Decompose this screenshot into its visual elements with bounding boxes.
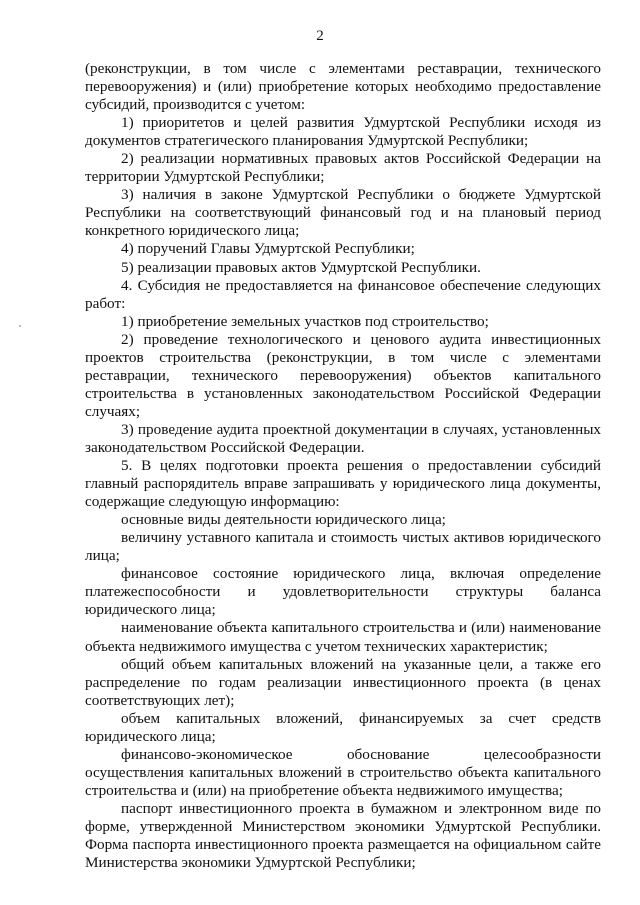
paragraph: 4) поручений Главы Удмуртской Республики; xyxy=(121,240,415,258)
paragraph: 2) проведение технологического и ценового аудита инвестиционных проектов строительства (реконструкции, в том числе с элементами реставрации, технического перевооружения) объектов капитального строительства в установленных законодательством Российской Федерации случаях; xyxy=(85,330,601,420)
paragraph: паспорт инвестиционного проекта в бумажном и электронном виде по форме, утвержденной Министерством экономики Удмуртской Республики. Форма паспорта инвестиционного проекта размещается на официальном сайте Министерства экономики Удмуртской Республики; xyxy=(85,799,601,872)
paragraph: 1) приоритетов и целей развития Удмуртской Республики исходя из документов стратегического планирования Удмуртской Республики; xyxy=(85,114,601,150)
paragraph: наименование объекта капитального строительства и (или) наименование объекта недвижимого имущества с учетом технических характеристик; xyxy=(85,619,601,655)
paragraph: величину уставного капитала и стоимость чистых активов юридического лица; xyxy=(85,529,601,565)
paragraph: 2) реализации нормативных правовых актов Российской Федерации на территории Удмуртской Республики; xyxy=(85,150,601,186)
paragraph: 4. Субсидия не предоставляется на финансовое обеспечение следующих работ: xyxy=(85,276,601,312)
paragraph: финансовое состояние юридического лица, включая определение платежеспособности и удовлетворительности структуры баланса юридического лица; xyxy=(85,565,601,619)
margin-speck xyxy=(19,325,21,327)
paragraph: основные виды деятельности юридического лица; xyxy=(121,511,446,529)
page-number: 2 xyxy=(316,28,324,44)
paragraph: 5) реализации правовых актов Удмуртской Республики. xyxy=(121,258,481,276)
paragraph: (реконструкции, в том числе с элементами реставрации, технического перевооружения) и (или) приобретение которых необходимо предоставление субсидий, производится с учетом: xyxy=(85,60,601,114)
paragraph: 5. В целях подготовки проекта решения о предоставлении субсидий главный распорядитель вправе запрашивать у юридического лица документы, содержащие следующую информацию: xyxy=(85,457,601,511)
paragraph: 3) проведение аудита проектной документации в случаях, установленных законодательством Российской Федерации. xyxy=(85,420,601,456)
paragraph: 3) наличия в законе Удмуртской Республики о бюджете Удмуртской Республики на соответствующий финансовый год и на плановый период конкретного юридического лица; xyxy=(85,186,601,240)
document-body xyxy=(85,60,601,872)
paragraph: 1) приобретение земельных участков под строительство; xyxy=(121,312,489,330)
paragraph: общий объем капитальных вложений на указанные цели, а также его распределение по годам реализации инвестиционного проекта (в ценах соответствующих лет); xyxy=(85,655,601,709)
paragraph: финансово-экономическое обоснование целесообразности осуществления капитальных вложений в строительство объекта капитального строительства и (или) на приобретение объекта недвижимого имущества; xyxy=(85,745,601,799)
paragraph: объем капитальных вложений, финансируемых за счет средств юридического лица; xyxy=(85,709,601,745)
